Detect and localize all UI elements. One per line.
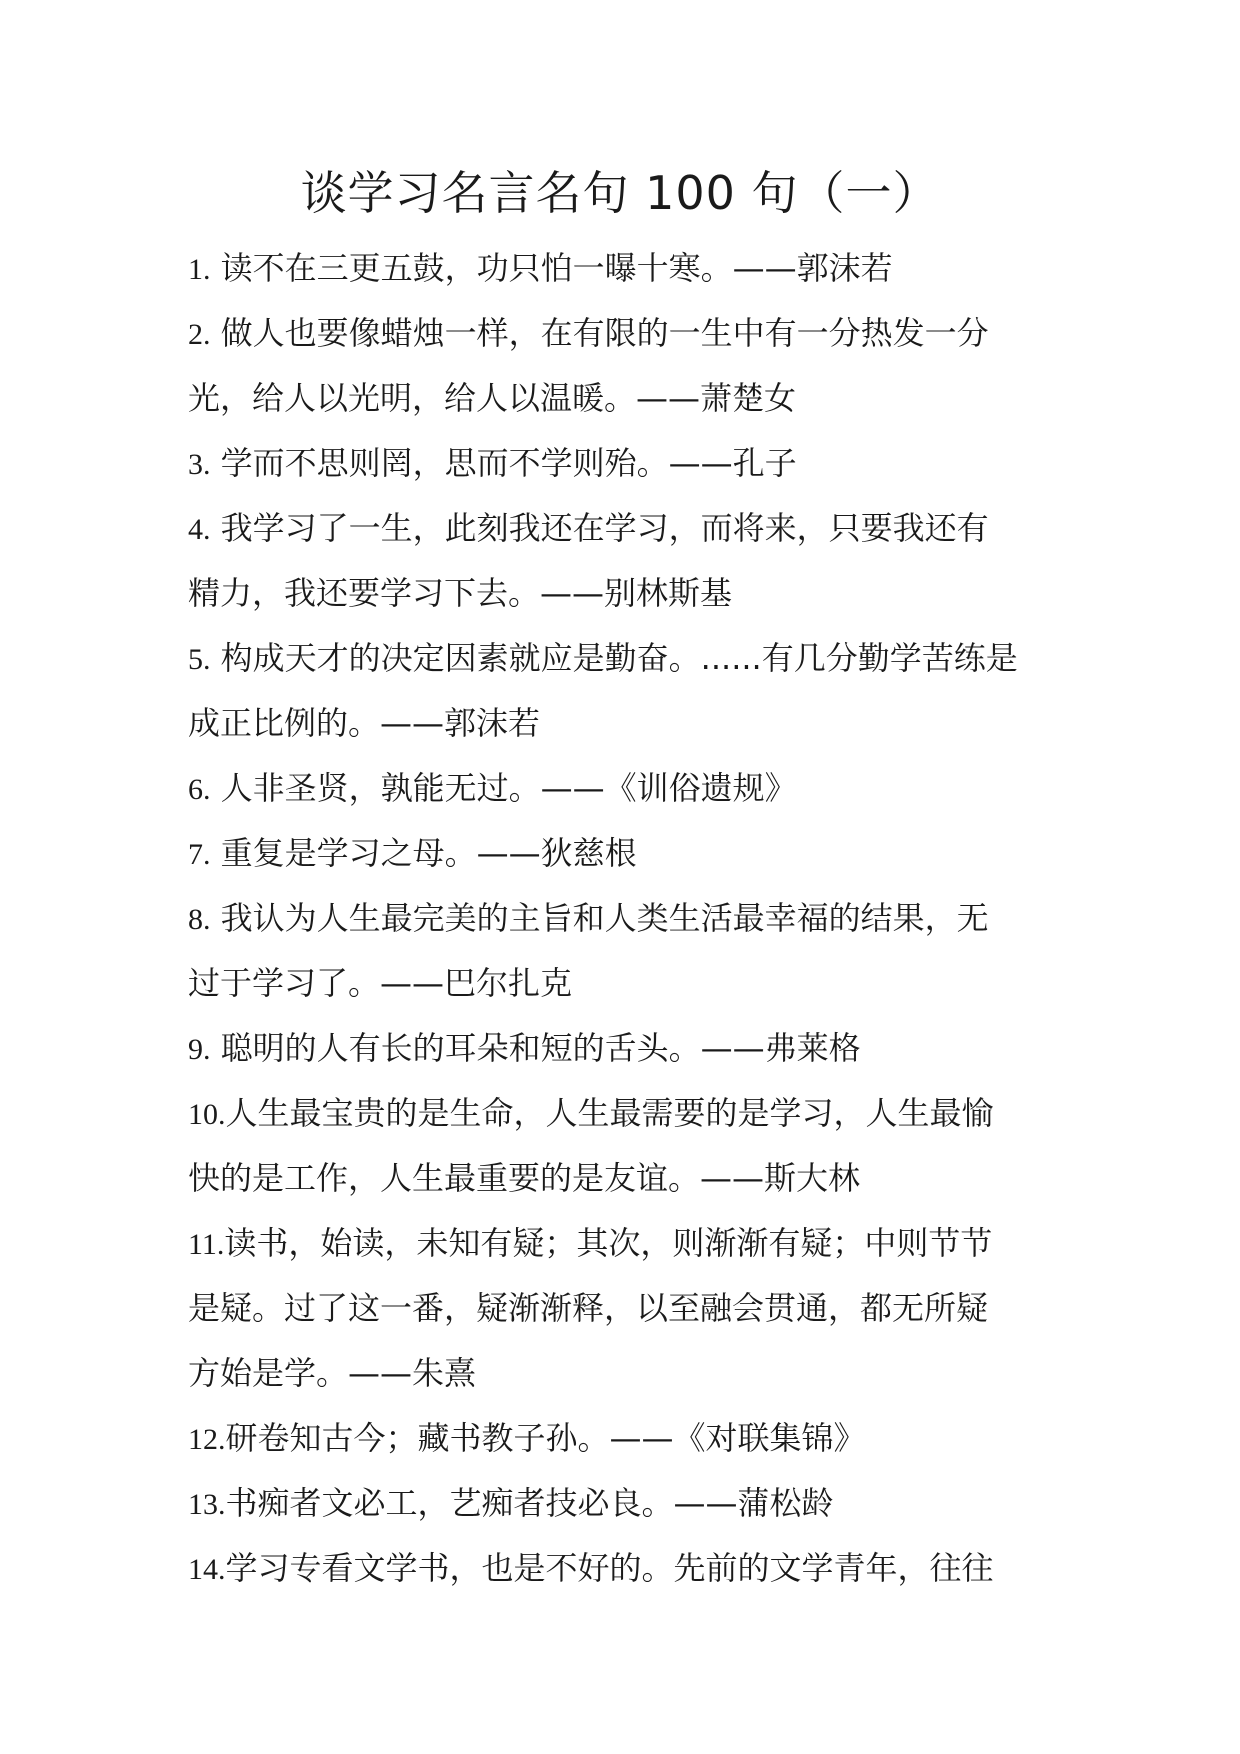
line-text: 学习专看文学书，也是不好的。先前的文学青年，往往	[225, 1549, 994, 1587]
line-text: 成正比例的。——郭沫若	[188, 704, 541, 742]
text-line	[188, 236, 1058, 301]
line-text: 方始是学。——朱熹	[188, 1354, 477, 1392]
text-line	[188, 626, 1058, 691]
line-text: 我认为人生最完美的主旨和人类生活最幸福的结果，无	[210, 899, 989, 937]
line-text: 过于学习了。——巴尔扎克	[188, 964, 573, 1002]
text-line	[188, 756, 1058, 821]
text-line	[188, 1406, 1058, 1471]
quote-number: 1.	[188, 253, 211, 286]
quote-number: 5.	[188, 643, 211, 676]
quote-number: 9.	[188, 1033, 211, 1066]
text-line	[188, 1211, 1058, 1276]
quote-number: 10.	[188, 1098, 226, 1131]
quote-number: 7.	[188, 838, 211, 871]
text-line	[188, 366, 1058, 431]
line-text: 快的是工作，人生最重要的是友谊。——斯大林	[188, 1159, 861, 1197]
text-line	[188, 1536, 1058, 1601]
quote-number: 3.	[188, 448, 211, 481]
text-line	[188, 1471, 1058, 1536]
line-text: 人非圣贤，孰能无过。——《训俗遗规》	[210, 769, 797, 807]
line-text: 读书，始读，未知有疑；其次，则渐渐有疑；中则节节	[224, 1224, 993, 1262]
text-line	[188, 886, 1058, 951]
text-line	[188, 1081, 1058, 1146]
quote-number: 4.	[188, 513, 211, 546]
line-text: 重复是学习之母。——狄慈根	[210, 834, 637, 872]
quote-number: 14.	[188, 1553, 226, 1586]
line-text: 构成天才的决定因素就应是勤奋。......有几分勤学苦练是	[210, 639, 1018, 677]
quote-list	[188, 236, 1058, 1601]
text-line	[188, 951, 1058, 1016]
quote-number: 8.	[188, 903, 211, 936]
text-line	[188, 1146, 1058, 1211]
line-text: 书痴者文必工，艺痴者技必良。——蒲松龄	[225, 1484, 834, 1522]
text-line	[188, 1016, 1058, 1081]
line-text: 光，给人以光明，给人以温暖。——萧楚女	[188, 379, 797, 417]
quote-number: 2.	[188, 318, 211, 351]
quote-number: 6.	[188, 773, 211, 806]
text-line	[188, 301, 1058, 366]
text-line	[188, 821, 1058, 886]
line-text: 是疑。过了这一番，疑渐渐释，以至融会贯通，都无所疑	[188, 1289, 989, 1327]
text-line	[188, 1341, 1058, 1406]
page-title: 谈学习名言名句 100 句（一）	[300, 166, 940, 220]
quote-number: 13.	[188, 1488, 226, 1521]
text-line	[188, 431, 1058, 496]
line-text: 聪明的人有长的耳朵和短的舌头。——弗莱格	[210, 1029, 861, 1067]
line-text: 学而不思则罔，思而不学则殆。——孔子	[210, 444, 797, 482]
line-text: 做人也要像蜡烛一样，在有限的一生中有一分热发一分	[210, 314, 989, 352]
text-line	[188, 691, 1058, 756]
text-line	[188, 496, 1058, 561]
text-line	[188, 561, 1058, 626]
line-text: 读不在三更五鼓，功只怕一曝十寒。——郭沫若	[210, 249, 893, 287]
text-line	[188, 1276, 1058, 1341]
quote-number: 12.	[188, 1423, 226, 1456]
line-text: 研卷知古今；藏书教子孙。——《对联集锦》	[225, 1419, 866, 1457]
quote-number: 11.	[188, 1228, 225, 1261]
line-text: 我学习了一生，此刻我还在学习，而将来，只要我还有	[210, 509, 989, 547]
line-text: 人生最宝贵的是生命，人生最需要的是学习，人生最愉	[225, 1094, 994, 1132]
line-text: 精力，我还要学习下去。——别林斯基	[188, 574, 733, 612]
